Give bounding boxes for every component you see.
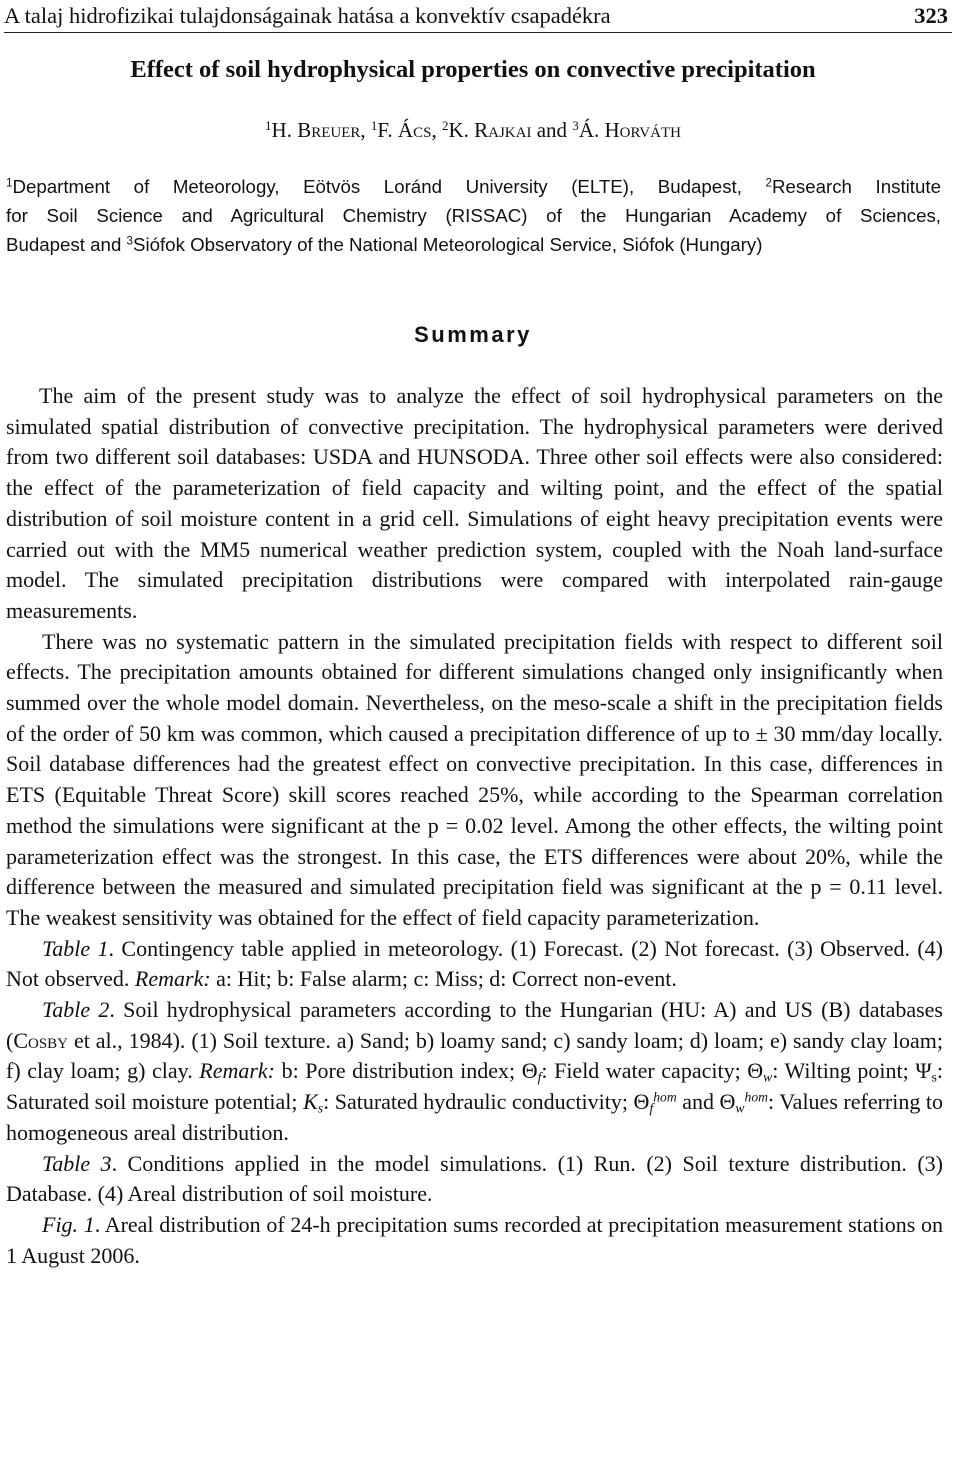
- running-head: [4, 0, 952, 33]
- author-list: [0, 118, 946, 143]
- table-1-caption: [6, 934, 943, 995]
- symbol-subscript: f: [649, 1100, 654, 1116]
- affiliations: [6, 172, 941, 259]
- affil-text: Research Institute: [771, 176, 941, 197]
- symbol-subscript: s: [317, 1100, 324, 1116]
- affiliation-line: [6, 230, 941, 259]
- summary-body: [6, 381, 943, 1271]
- author-sep: ,: [360, 118, 371, 142]
- caption-text: : Saturated soil moisture potential;: [6, 1058, 943, 1115]
- caption-text: et al., 1984). (1) Soil texture. a) Sand; b) loamy sand; c) sandy loam; d) loam; e) sandy clay loam; f) clay loam; g) clay.: [6, 1027, 943, 1084]
- affil-sup: 3: [126, 235, 133, 248]
- caption-label: Table 3: [42, 1150, 112, 1176]
- affil-sup: 1: [6, 177, 13, 190]
- article-title: Effect of soil hydrophysical properties on convective precipitation: [130, 56, 816, 83]
- caption-text: . Conditions applied in the model simulations. (1) Run. (2) Soil texture distribution. (3) Database. (4) Areal distribution of soil moisture.: [6, 1150, 944, 1207]
- caption-label: Table 2: [42, 997, 110, 1023]
- citation-author: Cosby: [13, 1027, 69, 1053]
- author-4-surname: Horváth: [604, 118, 681, 142]
- caption-text: : Field water capacity; Θ: [541, 1058, 764, 1084]
- caption-text: . Soil hydrophysical parameters according to the Hungarian (HU: A) and US (B) databases (: [6, 997, 943, 1053]
- summary-paragraph-1: The aim of the present study was to analyze the effect of soil hydrophysical parameters on the simulated spatial distribution of convective precipitation. The hydrophysical parameters were derived from two different soil databases: USDA and HUNSODA. Three other soil effects were also considered: the effect of the parameterization of field capacity and wilting point, and the effect of the spatial distribution of soil moisture content in a grid cell. Simulations of eight heavy precipitation events were carried out with the MM5 numerical weather prediction system, coupled with the Noah land-surface model. The simulated precipitation distributions were compared with interpolated rain-gauge measurements.: [6, 383, 943, 623]
- affil-text: Siófok Observatory of the National Meteorological Service, Siófok (Hungary): [132, 234, 763, 255]
- caption-text: b: Pore distribution index; Θ: [275, 1058, 538, 1084]
- summary-heading: Summary: [414, 322, 532, 347]
- author-2-surname: Ács: [397, 118, 432, 142]
- table-3-caption: [6, 1149, 943, 1210]
- author-1-affil-sup: 1: [265, 117, 272, 133]
- symbol-subscript: w: [735, 1100, 745, 1116]
- symbol-subscript: s: [931, 1069, 937, 1085]
- caption-text: : Values referring to homogeneous areal distribution.: [6, 1089, 943, 1145]
- author-sep: and: [531, 118, 573, 142]
- caption-label: Fig. 1: [42, 1211, 95, 1237]
- affil-text: Department of Meteorology, Eötvös Loránd University (ELTE), Budapest,: [12, 176, 766, 197]
- remark-label: Remark:: [134, 966, 211, 992]
- caption-text: : Wilting point; Ψ: [772, 1058, 932, 1084]
- affiliation-line: [6, 201, 941, 230]
- caption-text: . Areal distribution of 24-h precipitation sums recorded at precipitation measurement stations on 1 August 2006.: [6, 1211, 943, 1268]
- summary-paragraph-2: There was no systematic pattern in the simulated precipitation fields with respect to different soil effects. The precipitation amounts obtained for different simulations changed only insignificantly when summed over the whole model domain. Nevertheless, on the meso-scale a shift in the precipitation fields of the order of 50 km was common, which caused a precipitation difference of up to ± 30 mm/day locally. Soil database differences had the greatest effect on convective precipitation. In this case, differences in ETS (Equitable Threat Score) skill scores reached 25%, while according to the Spearman correlation method the simulations were significant at the p = 0.02 level. Among the other effects, the wilting point parameterization effect was the strongest. In this case, the ETS differences were about 20%, while the difference between the measured and simulated precipitation field was significant at the p = 0.11 level. The weakest sensitivity was obtained for the effect of field capacity parameterization.: [6, 628, 943, 930]
- author-sep: ,: [431, 118, 442, 142]
- affil-sup: 2: [765, 177, 772, 190]
- remark-label: Remark:: [199, 1058, 276, 1084]
- caption-label: Table 1: [42, 935, 109, 961]
- symbol-superscript: hom: [744, 1089, 768, 1105]
- caption-text: and Θ: [676, 1089, 736, 1115]
- table-2-caption: [6, 995, 943, 1149]
- affiliation-line: [6, 172, 941, 201]
- author-3-affil-sup: 2: [441, 117, 449, 133]
- symbol: K: [303, 1089, 318, 1115]
- symbol-subscript: w: [763, 1069, 773, 1085]
- caption-text: : Saturated hydraulic conductivity; Θ: [323, 1089, 650, 1115]
- symbol-superscript: hom: [653, 1089, 677, 1105]
- author-1-surname: Breuer: [297, 118, 361, 142]
- running-head-title: A talaj hidrofizikai tulajdonságainak hatása a konvektív csapadékra: [4, 3, 611, 28]
- affil-text: Budapest and: [6, 234, 127, 255]
- caption-text: a: Hit; b: False alarm; c: Miss; d: Correct non-event.: [210, 966, 677, 992]
- author-4-initial: Á.: [578, 118, 605, 142]
- author-2-initial: F.: [377, 118, 398, 142]
- author-1-initial: H.: [271, 118, 298, 142]
- figure-1-caption: [6, 1210, 943, 1271]
- author-3-surname: Rajkai: [474, 118, 532, 142]
- author-2-affil-sup: 1: [370, 117, 378, 133]
- page-number: 323: [914, 3, 948, 28]
- caption-text: . Contingency table applied in meteorology. (1) Forecast. (2) Not forecast. (3) Observed. (4) Not observed.: [6, 935, 944, 992]
- symbol-subscript: f: [537, 1069, 542, 1085]
- author-3-initial: K.: [448, 118, 475, 142]
- affil-text: for Soil Science and Agricultural Chemistry (RISSAC) of the Hungarian Academy of Sciences,: [6, 205, 941, 226]
- author-4-affil-sup: 3: [572, 117, 579, 133]
